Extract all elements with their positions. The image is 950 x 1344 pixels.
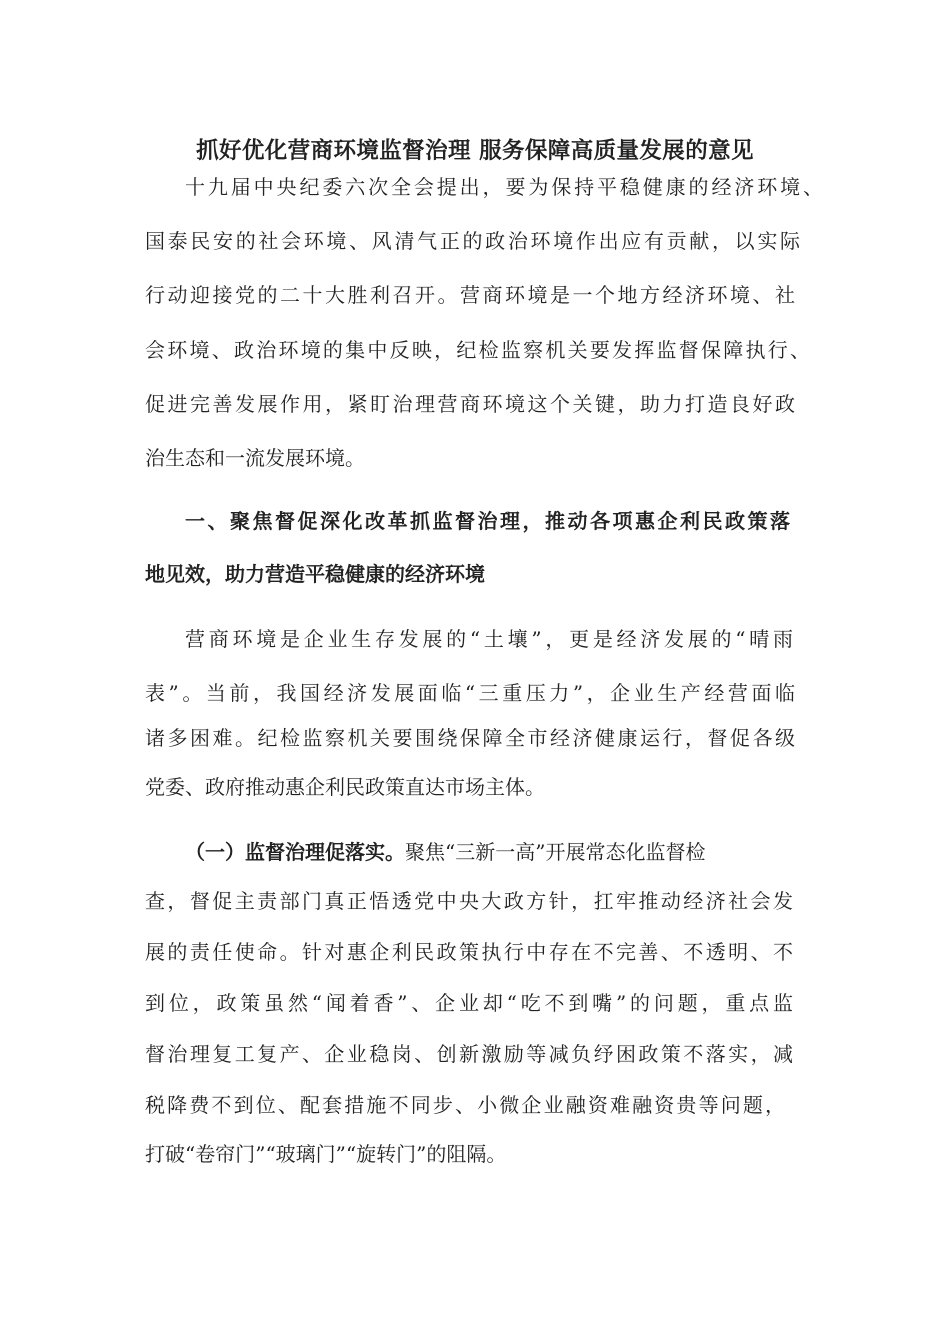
- paragraph-2-line-4: 党委、政府推动惠企利民政策直达市场主体。: [145, 775, 545, 799]
- paragraph-3-line-3: 展的责任使命。针对惠企利民政策执行中存在不完善、不透明、不: [145, 940, 793, 964]
- paragraph-3-line-1-text: 聚焦“三新一高”开展常态化监督检: [405, 840, 706, 864]
- paragraph-3-line-2: 查，督促主责部门真正悟透党中央大政方针，扛牢推动经济社会发: [145, 889, 793, 913]
- paragraph-1-line-6: 治生态和一流发展环境。: [145, 446, 365, 470]
- document-title: 抓好优化营商环境监督治理 服务保障高质量发展的意见: [196, 138, 754, 164]
- section-heading-line-1: 一、聚焦督促深化改革抓监督治理，推动各项惠企利民政策落: [185, 509, 790, 533]
- paragraph-1-line-4: 会环境、政治环境的集中反映，纪检监察机关要发挥监督保障执行、: [145, 338, 810, 362]
- subsection-lead: （一）监督治理促落实。: [185, 840, 405, 864]
- paragraph-1-line-1: 十九届中央纪委六次全会提出，要为保持平稳健康的经济环境、: [185, 175, 823, 199]
- paragraph-3-line-4: 到位，政策虽然“闻着香”、企业却“吃不到嘴”的问题，重点监: [145, 991, 793, 1015]
- paragraph-3-line-6: 税降费不到位、配套措施不同步、小微企业融资难融资贵等问题，: [145, 1093, 785, 1117]
- paragraph-2-line-2: 表”。当前，我国经济发展面临“三重压力”，企业生产经营面临: [145, 681, 795, 705]
- paragraph-1-line-5: 促进完善发展作用，紧盯治理营商环境这个关键，助力打造良好政: [145, 392, 795, 416]
- paragraph-2-line-1: 营商环境是企业生存发展的“土壤”，更是经济发展的“晴雨: [185, 627, 793, 651]
- paragraph-3-line-7: 打破“卷帘门”“玻璃门”“旋转门”的阻隔。: [145, 1142, 507, 1166]
- section-heading-line-2: 地见效，助力营造平稳健康的经济环境: [145, 562, 485, 586]
- paragraph-2-line-3: 诸多困难。纪检监察机关要围绕保障全市经济健康运行，督促各级: [145, 726, 795, 750]
- paragraph-1-line-3: 行动迎接党的二十大胜利召开。营商环境是一个地方经济环境、社: [145, 283, 795, 307]
- paragraph-1-line-2: 国泰民安的社会环境、风清气正的政治环境作出应有贡献，以实际: [145, 229, 800, 253]
- paragraph-3-line-1: [185, 837, 705, 867]
- paragraph-3-line-5: 督治理复工复产、企业稳岗、创新激励等减负纾困政策不落实，减: [145, 1042, 793, 1066]
